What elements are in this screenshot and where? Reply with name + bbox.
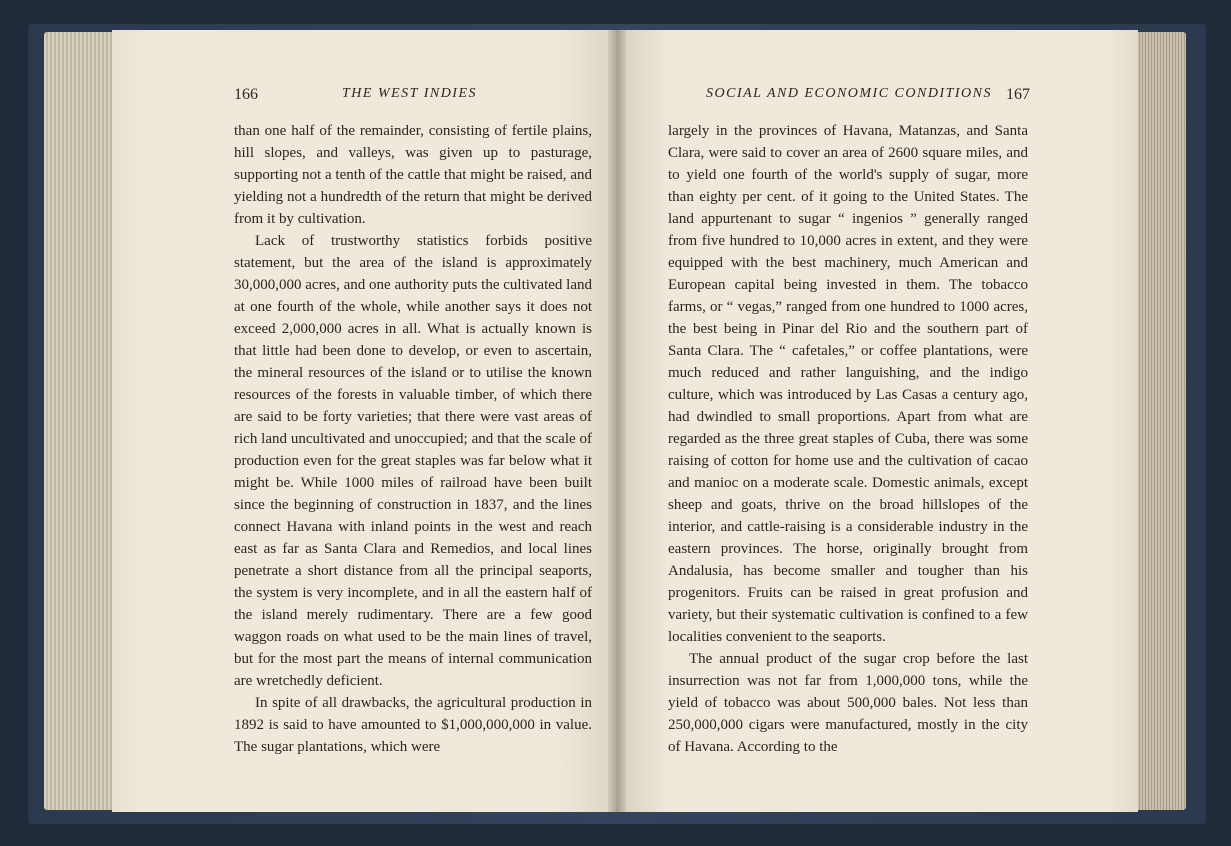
left-running-header (234, 86, 594, 108)
right-running-head: SOCIAL AND ECONOMIC CONDITIONS (706, 86, 993, 101)
left-page-number: 166 (234, 86, 258, 103)
left-running-head: THE WEST INDIES (342, 86, 478, 101)
right-page-number: 167 (1006, 86, 1030, 103)
right-running-header (706, 86, 1030, 108)
left-page-body (234, 120, 592, 758)
book-gutter (608, 30, 626, 812)
paragraph: The annual product of the sugar crop before the last insurrection was not far from 1,000,000 tons, while the yield of tobacco was about 500,000 bales. Not less than 250,000,000 cigars were manufactured, mostly in the city of Havana. According to the (668, 651, 1028, 755)
paragraph: largely in the provinces of Havana, Matanzas, and Santa Clara, were said to cover an area of 2600 square miles, and to yield one fourth of the world's supply of sugar, more than eighty per cent. of it going to the United States. The land appurtenant to sugar “ ingenios ” generally ranged from five hundred to 10,000 acres in extent, and they were equipped with the best machinery, much American and European capital being invested in them. The tobacco farms, or “ vegas,” ranged from one hundred to 1000 acres, the best being in Pinar del Rio and the southern part of Santa Clara. The “ cafetales,” or coffee plantations, were much reduced and rather languishing, and the indigo culture, which was introduced by Las Casas a century ago, had dwindled to small proportions. Apart from what are regarded as the three great staples of Cuba, there was some raising of cotton for home use and the cultivation of cacao and manioc on a moderate scale. Domestic animals, except sheep and goats, thrive on the broad hillslopes of the interior, and cattle-raising is a considerable industry in the eastern provinces. The horse, originally brought from Andalusia, has become smaller and tougher than his progenitors. Fruits can be raised in great profusion and variety, but their systematic cultivation is confined to a few localities convenient to the seaports. (668, 123, 1028, 645)
paragraph: than one half of the remainder, consisting of fertile plains, hill slopes, and valleys, was given up to pasturage, supporting not a tenth of the cattle that might be raised, and yielding not a hundredth of the return that might be derived from it by cultivation. (234, 123, 592, 227)
paragraph: Lack of trustworthy statistics forbids positive statement, but the area of the island is approximately 30,000,000 acres, and one authority puts the cultivated land at one fourth of the whole, while another says it does not exceed 2,000,000 acres in all. What is actually known is that little had been done to develop, or even to ascertain, the mineral resources of the island or to utilise the known resources of the forests in valuable timber, of which there are said to be forty varieties; that there were vast areas of rich land uncultivated and unoccupied; and that the scale of production even for the great staples was far below what it might be. While 1000 miles of railroad have been built since the beginning of construction in 1837, and the lines connect Havana with inland points in the west and reach east as far as Santa Clara and Remedios, and local lines penetrate a short distance from all the principal seaports, the system is very incomplete, and in all the eastern half of the island merely rudimentary. There are a few good waggon roads on what used to be the main lines of travel, but for the most part the means of internal communication are wretchedly deficient. (234, 233, 592, 689)
right-page-body (668, 120, 1028, 758)
paragraph: In spite of all drawbacks, the agricultural production in 1892 is said to have amounted to $1,000,000,000 in value. The sugar plantations, which were (234, 695, 592, 755)
